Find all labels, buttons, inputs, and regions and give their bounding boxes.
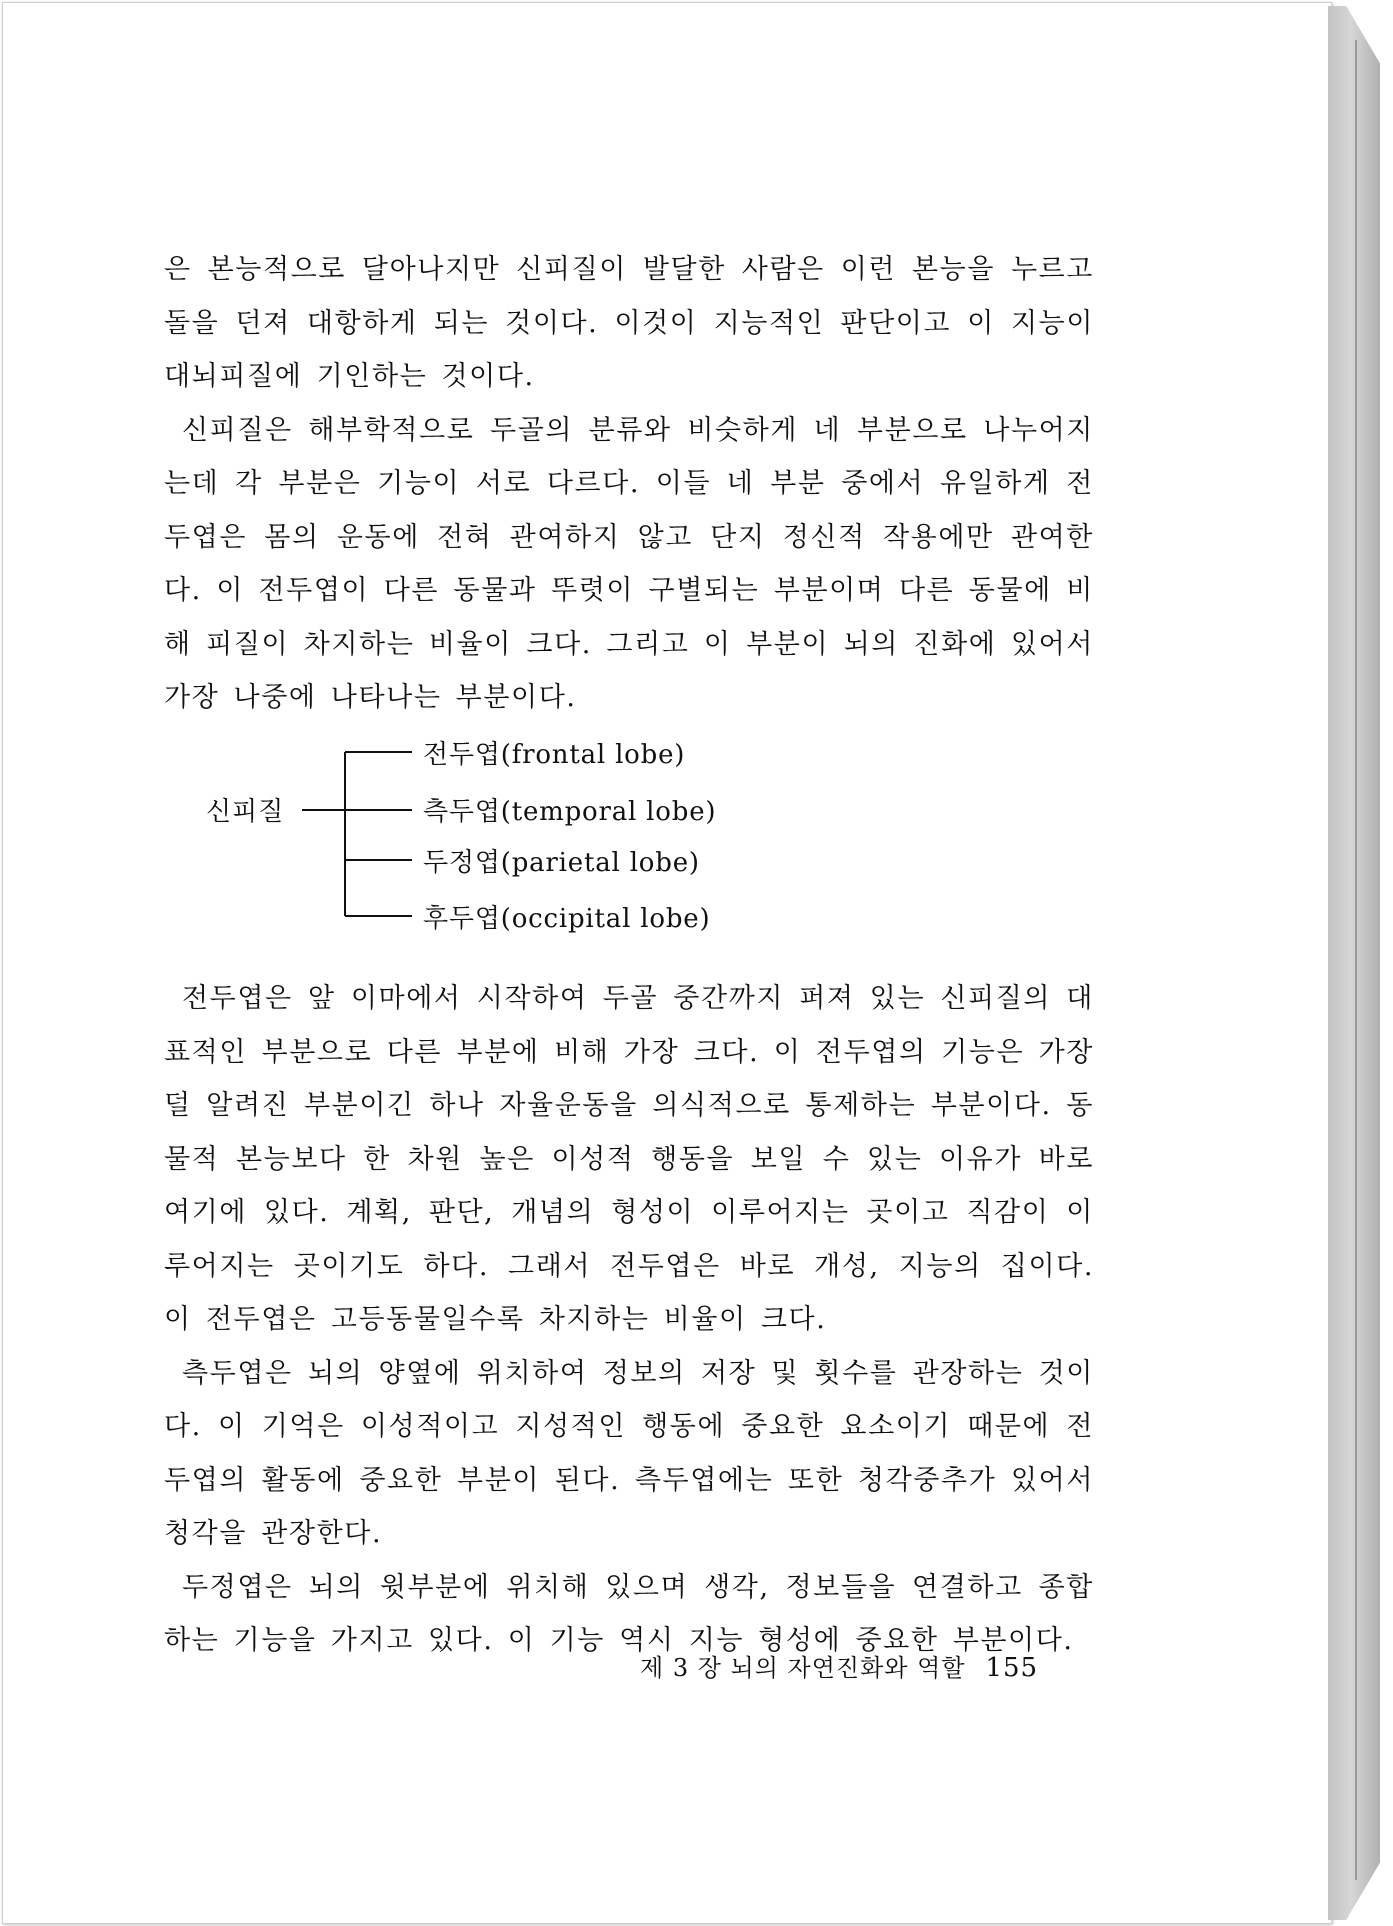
neocortex-diagram (200, 728, 820, 934)
body-text-top (164, 243, 1094, 725)
diagram-branch-temporal: 측두엽(temporal lobe) (423, 797, 717, 827)
chapter-title: 제 3 장 뇌의 자연진화와 역할 (640, 1654, 966, 1682)
paragraph-5: 두정엽은 뇌의 윗부분에 위치해 있으며 생각, 정보들을 연결하고 종합하는 기능을 가지고 있다. 이 기능 역시 지능 형성에 중요한 부분이다. (164, 1571, 1094, 1656)
paragraph-3: 전두엽은 앞 이마에서 시작하여 두골 중간까지 퍼져 있는 신피질의 대표적인 부분으로 다른 부분에 비해 가장 크다. 이 전두엽의 기능은 가장 덜 알려진 부분이긴 하나 자율운동을 의식적으로 통제하는 부분이다. 동물적 본능보다 한 차원 높은 이성적 행동을 보일 수 있는 이유가 바로 여기에 있다. 계획, 판단, 개념의 형성이 이루어지는 곳이고 직감이 이루어지는 곳이기도 하다. 그래서 전두엽은 바로 개성, 지능의 집이다. 이 전두엽은 고등동물일수록 차지하는 비율이 크다. (164, 983, 1094, 1335)
page-edge (1328, 6, 1380, 1920)
paragraph-1: 은 본능적으로 달아나지만 신피질이 발달한 사람은 이런 본능을 누르고 돌을 던져 대항하게 되는 것이다. 이것이 지능적인 판단이고 이 지능이 대뇌피질에 기인하는 것이다. (164, 254, 1094, 392)
diagram-root-label: 신피질 (206, 797, 285, 827)
page-footer (640, 1648, 1038, 1683)
page-number: 155 (985, 1653, 1039, 1683)
page-edge-line (1355, 40, 1357, 1880)
body-text-bottom (164, 972, 1094, 1668)
paragraph-2: 신피질은 해부학적으로 두골의 분류와 비슷하게 네 부분으로 나누어지는데 각 부분은 기능이 서로 다르다. 이들 네 부분 중에서 유일하게 전두엽은 몸의 운동에 전혀 관여하지 않고 단지 정신적 작용에만 관여한다. 이 전두엽이 다른 동물과 뚜렷이 구별되는 부분이며 다른 동물에 비해 피질이 차지하는 비율이 크다. 그리고 이 부분이 뇌의 진화에 있어서 가장 나중에 나타나는 부분이다. (164, 414, 1094, 713)
diagram-branch-parietal: 두정엽(parietal lobe) (423, 848, 700, 878)
diagram-branch-occipital: 후두엽(occipital lobe) (423, 904, 711, 934)
diagram-branch-frontal: 전두엽(frontal lobe) (423, 740, 686, 770)
paragraph-4: 측두엽은 뇌의 양옆에 위치하여 정보의 저장 및 횟수를 관장하는 것이다. 이 기억은 이성적이고 지성적인 행동에 중요한 요소이기 때문에 전두엽의 활동에 중요한 부분이 된다. 측두엽에는 또한 청각중추가 있어서 청각을 관장한다. (164, 1357, 1094, 1549)
